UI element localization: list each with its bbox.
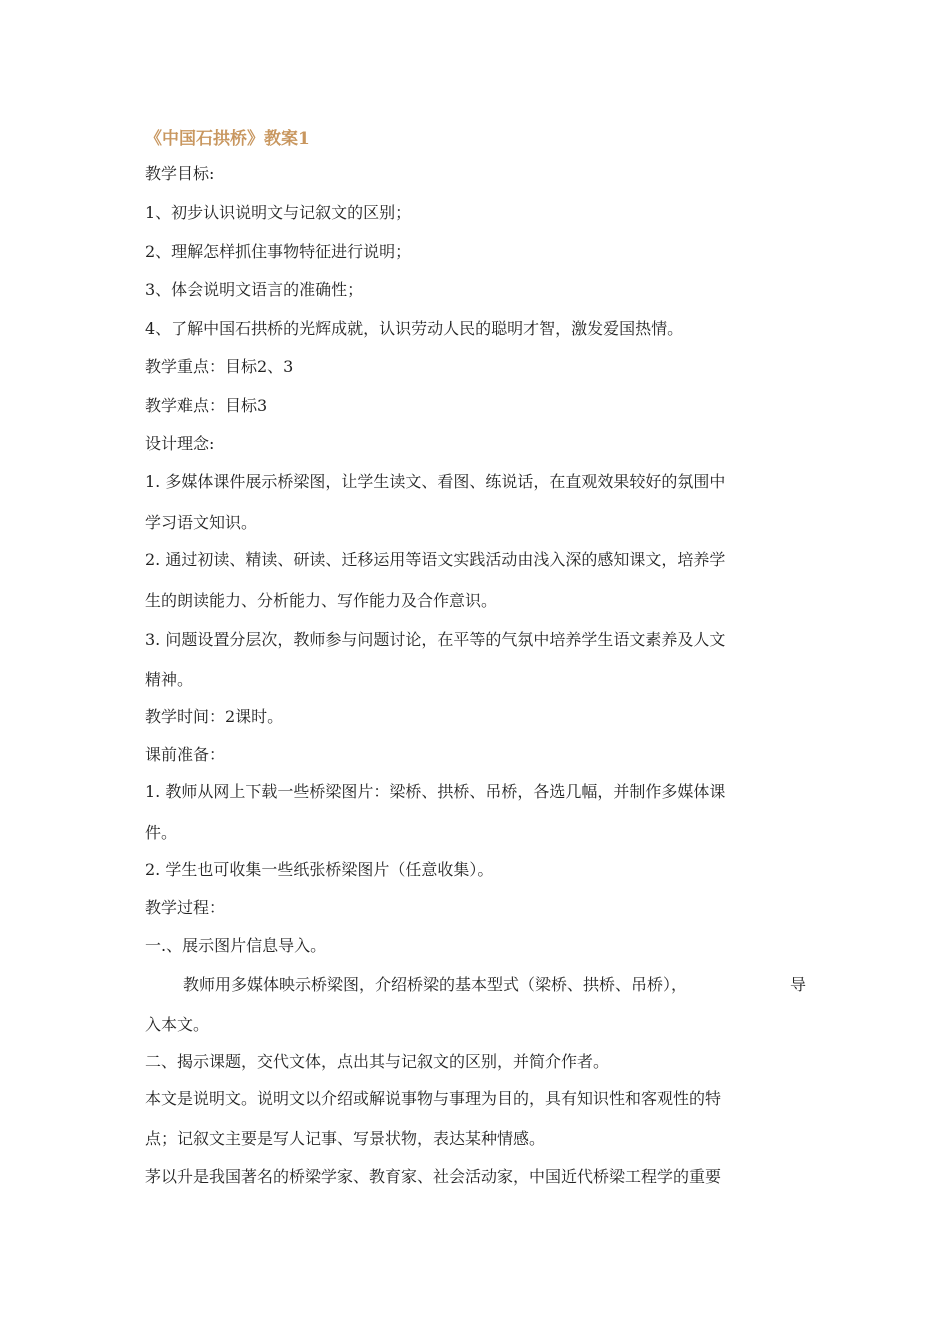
preparation-item-1-line-2: 件。	[145, 823, 178, 842]
teaching-focus: 教学重点：目标2、3	[145, 357, 294, 376]
process-step-1-heading: 一.、展示图片信息导入。	[145, 936, 327, 955]
process-step-1-body-line-1: 教师用多媒体映示桥梁图，介绍桥梁的基本型式（梁桥、拱桥、吊桥），	[183, 975, 688, 994]
preparation-item-2: 2. 学生也可收集一些纸张桥梁图片（任意收集）。	[145, 860, 494, 879]
teaching-time: 教学时间：2课时。	[145, 707, 284, 726]
design-item-1-line-2: 学习语文知识。	[145, 513, 258, 532]
design-item-1-line-1: 1. 多媒体课件展示桥梁图，让学生读文、看图、练说话，在直观效果较好的氛围中	[145, 472, 726, 491]
teaching-difficulty: 教学难点：目标3	[145, 396, 268, 415]
process-step-2-heading: 二、揭示课题，交代文体，点出其与记叙文的区别，并简介作者。	[145, 1052, 610, 1071]
section-heading-teaching-process: 教学过程：	[145, 898, 226, 917]
design-item-3-line-1: 3. 问题设置分层次，教师参与问题讨论，在平等的气氛中培养学生语文素养及人文	[145, 630, 726, 649]
document-title: 《中国石拱桥》教案1	[145, 129, 310, 149]
section-heading-design-concept: 设计理念:	[145, 434, 215, 453]
process-step-1-body-line-2: 入本文。	[145, 1015, 210, 1034]
process-step-1-body-line-end: 导	[790, 975, 807, 994]
section-heading-preparation: 课前准备：	[145, 745, 226, 764]
goal-item-4: 4、了解中国石拱桥的光辉成就，认识劳动人民的聪明才智，激发爱国热情。	[145, 319, 684, 338]
goal-item-1: 1、初步认识说明文与记叙文的区别；	[145, 203, 412, 222]
author-introduction-line-1: 茅以升是我国著名的桥梁学家、教育家、社会活动家，中国近代桥梁工程学的重要	[145, 1167, 722, 1186]
goal-item-2: 2、理解怎样抓住事物特征进行说明；	[145, 242, 412, 261]
goal-item-3: 3、体会说明文语言的准确性；	[145, 280, 364, 299]
genre-explanation-line-1: 本文是说明文。说明文以介绍或解说事物与事理为目的，具有知识性和客观性的特	[145, 1089, 722, 1108]
design-item-2-line-1: 2. 通过初读、精读、研读、迁移运用等语文实践活动由浅入深的感知课文，培养学	[145, 550, 726, 569]
preparation-item-1-line-1: 1. 教师从网上下载一些桥梁图片：梁桥、拱桥、吊桥，各选几幅，并制作多媒体课	[145, 782, 726, 801]
section-heading-teaching-goals: 教学目标:	[145, 164, 215, 183]
design-item-3-line-2: 精神。	[145, 670, 194, 689]
design-item-2-line-2: 生的朗读能力、分析能力、写作能力及合作意识。	[145, 591, 498, 610]
genre-explanation-line-2: 点；记叙文主要是写人记事、写景状物，表达某种情感。	[145, 1129, 546, 1148]
